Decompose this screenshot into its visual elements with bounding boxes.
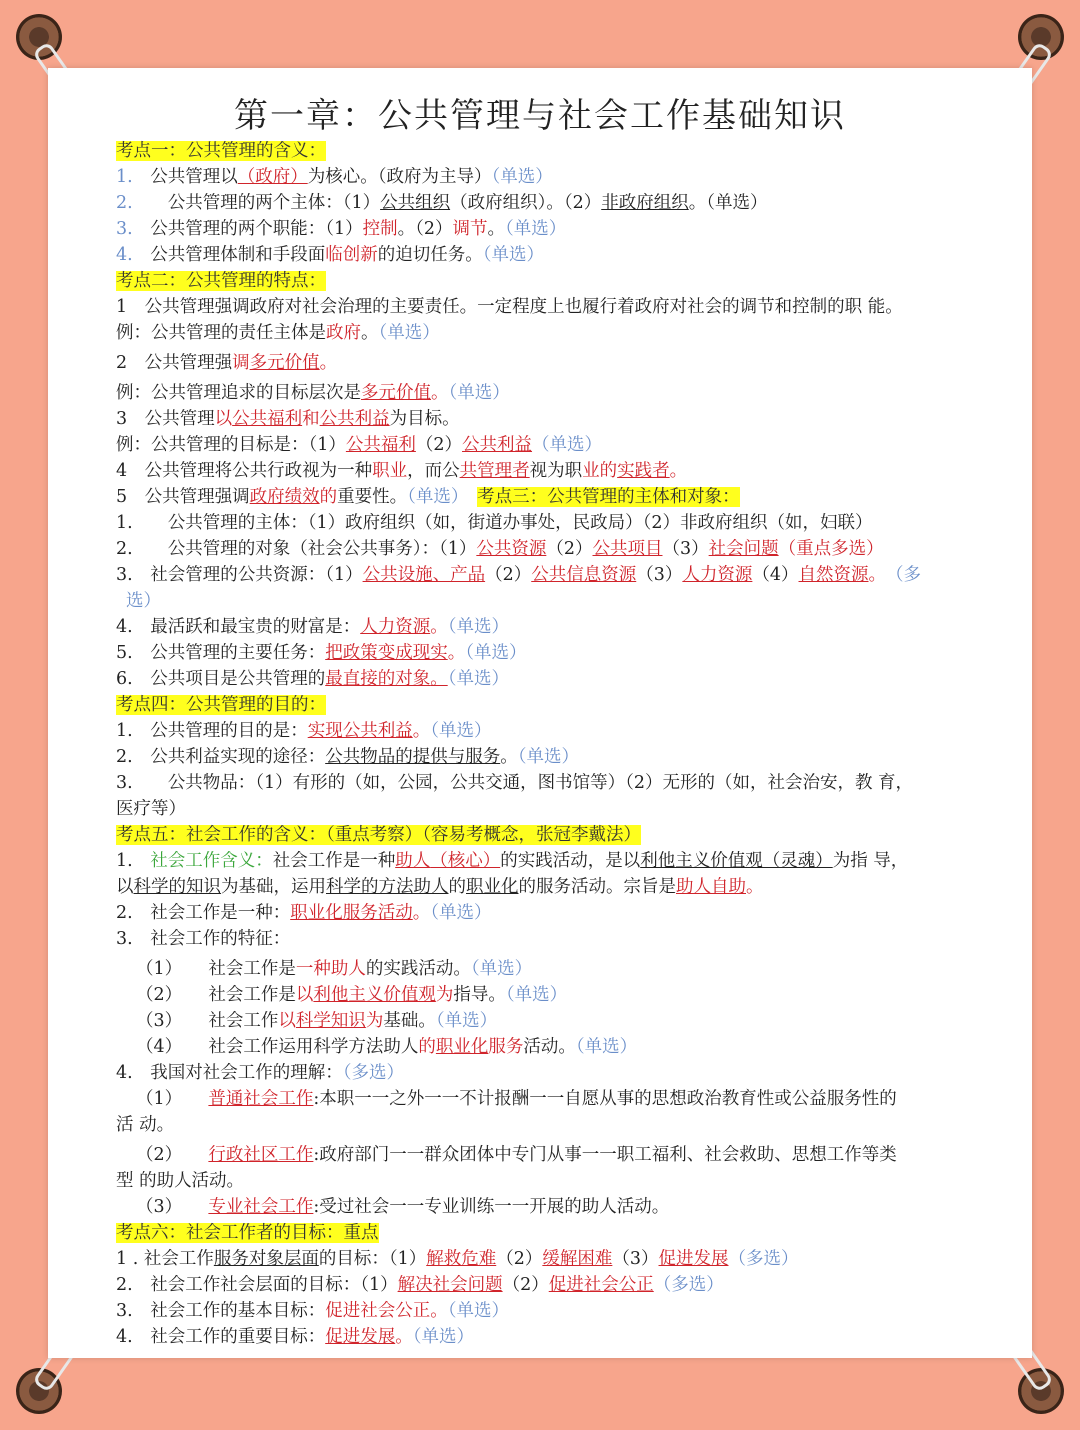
text-segment: 服务对象层面 <box>213 1249 319 1269</box>
text-segment: （单选） <box>491 167 553 187</box>
text-segment: 的目标：（1） <box>318 1249 427 1269</box>
text-segment: ，而公 <box>407 461 460 481</box>
text-segment: 公共利益 <box>462 435 533 455</box>
text-segment: 3. <box>116 219 133 239</box>
text-segment: 活动。 <box>523 1037 576 1057</box>
text-segment: 职业化 <box>466 877 519 897</box>
text-segment: 。 <box>500 747 518 767</box>
list-item <box>116 848 966 874</box>
text-segment: 公共设施、产品 <box>362 565 486 585</box>
text-segment: （1） 社会工作是 <box>136 959 296 979</box>
list-item <box>116 744 966 770</box>
text-segment: （单选） <box>575 1037 638 1057</box>
text-segment: 指导。 <box>453 985 506 1005</box>
list-item <box>116 1324 966 1350</box>
text-segment: （政府） <box>237 167 308 187</box>
text-segment: 3. 社会工作的基本目标： <box>116 1301 326 1321</box>
text-segment: （单选） <box>532 435 603 455</box>
text-segment: 视为职 <box>529 461 583 481</box>
text-segment: 实现公共利益 <box>307 721 413 741</box>
practice-item <box>116 1194 966 1220</box>
text-segment: 最直接的对象 <box>325 669 431 689</box>
text-segment: 2. 社会工作社会层面的目标：（1） <box>116 1275 398 1295</box>
text-segment: 促进社会公正 <box>325 1301 431 1321</box>
text-segment: 为指 导， <box>832 851 909 871</box>
text-segment: （3） <box>612 1249 659 1269</box>
text-segment: （多选） <box>653 1275 724 1295</box>
list-item <box>116 718 966 744</box>
text-segment: 多元价值 <box>361 383 431 403</box>
text-segment: 2. <box>116 193 133 213</box>
list-item <box>116 406 966 432</box>
text-segment: 。 <box>868 565 878 585</box>
text-segment: 利他主义价值观 <box>313 985 436 1005</box>
text-segment: 。 <box>361 323 379 343</box>
list-item <box>116 350 966 376</box>
text-segment: 解救危难 <box>426 1249 497 1269</box>
text-segment: （单选） <box>447 617 509 637</box>
text-segment: 公共管理体制和手段面 <box>150 245 326 265</box>
text-segment: （3） <box>636 565 683 585</box>
text-segment: 4. <box>116 245 133 265</box>
text-segment: 。 <box>487 219 505 239</box>
text-segment: 以 <box>295 985 314 1005</box>
text-segment: 为 <box>365 1011 384 1031</box>
text-segment: 公共项目 <box>592 539 663 559</box>
text-segment: 6. 公共项目是公共管理的 <box>116 669 326 689</box>
practice-item <box>116 1142 966 1168</box>
text-segment: 为基础，运用 <box>221 877 326 897</box>
text-segment: 2. 社会工作是一种： <box>116 903 291 923</box>
text-segment: 。 <box>412 903 431 923</box>
text-segment: 一种助人 <box>295 959 366 979</box>
text-segment: （核心） <box>430 851 501 871</box>
text-segment: 服务 <box>488 1037 524 1057</box>
section-heading <box>116 1220 966 1246</box>
text-segment: （单选） <box>447 1301 509 1321</box>
text-segment: 科学知识 <box>295 1011 366 1031</box>
text-segment: （多 <box>894 565 922 585</box>
list-item <box>116 216 966 242</box>
text-segment: 。 <box>430 669 448 689</box>
page-title: 第一章：公共管理与社会工作基础知识 <box>234 96 846 136</box>
text-segment: 助人自助 <box>676 877 746 897</box>
text-segment: 公共资源 <box>476 539 547 559</box>
text-segment: （多选） <box>342 1063 404 1083</box>
list-item <box>116 640 966 666</box>
text-segment: 调 <box>232 353 250 373</box>
text-segment: （单选） <box>482 245 544 265</box>
text-segment: 把政策变成现实 <box>325 643 448 663</box>
text-segment: 非政府组织 <box>601 193 689 213</box>
practice-item <box>116 1086 966 1112</box>
text-segment: 促进发展 <box>325 1327 396 1347</box>
text-segment: 例：公共管理的目标是：（1） <box>116 435 346 455</box>
list-item: 3. 公共物品：（1）有形的（如，公园，公共交通，图书馆等）（2）无形的（如，社会治安，教 育， <box>116 773 914 793</box>
text-segment: 考点五：社会工作的含义：（重点考察）（容易考概念，张冠李戴法） <box>116 825 641 845</box>
text-segment: 。 <box>430 617 448 637</box>
text-segment: 重要性。 <box>337 487 408 507</box>
text-segment: 公共管理的两个职能：（1） <box>150 219 363 239</box>
text-segment: （重点多选） <box>778 539 884 559</box>
text-segment: 公共物品的提供与服务 <box>325 747 501 767</box>
text-segment: 的 <box>448 877 466 897</box>
text-segment: 。 <box>746 877 764 897</box>
text-segment: 以 <box>214 409 233 429</box>
text-segment: 。 <box>447 643 466 663</box>
text-segment: :政府部门一一群众团体中专门从事一一职工福利、社会救助、思想工作等类 <box>313 1145 897 1165</box>
text-segment: 4. 社会工作的重要目标： <box>116 1327 326 1347</box>
text-segment: 的实践活动。 <box>365 959 471 979</box>
text-segment: （3） <box>136 1197 209 1217</box>
text-segment: 1. <box>116 721 133 741</box>
text-segment: 2. <box>116 747 133 767</box>
text-segment: 公共福利 <box>232 409 303 429</box>
text-segment: （单选） <box>435 1011 498 1031</box>
text-segment: 实践者 <box>617 461 670 481</box>
section-heading <box>116 822 966 848</box>
text-segment: 多元价值 <box>249 353 320 373</box>
text-segment: 3 公共管理 <box>116 409 215 429</box>
feature-item <box>116 956 966 982</box>
text-segment: 公共利益实现的途径： <box>150 747 326 767</box>
text-segment: 为目标。 <box>389 409 460 429</box>
text-segment: 公共利益 <box>319 409 390 429</box>
text-segment: 公共管理以 <box>150 167 238 187</box>
list-item-continuation: 医疗等） <box>116 799 186 819</box>
list-item-continuation: 活 动。 <box>116 1115 175 1135</box>
text-segment: 控制 <box>362 219 398 239</box>
text-segment: 的服务活动。宗旨是 <box>518 877 676 897</box>
text-segment: 科学的方法助人 <box>326 877 449 897</box>
text-segment: 社会工作含义： <box>150 851 273 871</box>
text-segment: 社会问题 <box>708 539 779 559</box>
text-segment: 的 <box>418 1037 436 1057</box>
text-segment: 政府绩效 <box>249 487 320 507</box>
text-segment: 4 公共管理将公共行政视为一种 <box>116 461 373 481</box>
list-item <box>116 242 966 268</box>
text-segment: 共管理者 <box>459 461 530 481</box>
text-segment: 临创新 <box>325 245 378 265</box>
text-segment: 。 <box>669 461 688 481</box>
list-item-continuation: 型 的助人活动。 <box>116 1171 245 1191</box>
text-segment: （2） <box>136 1145 209 1165</box>
text-segment: 职业化服务活动 <box>290 903 413 923</box>
text-segment: （单选） <box>505 985 568 1005</box>
text-segment: （2） <box>546 539 593 559</box>
text-segment: 以 <box>278 1011 296 1031</box>
text-segment: :受过社会一一专业训练一一开展的助人活动。 <box>313 1197 670 1217</box>
text-segment: 公共福利 <box>345 435 416 455</box>
text-segment: 人力资源 <box>360 617 431 637</box>
text-segment: 人力资源 <box>682 565 753 585</box>
text-segment: （单选） <box>465 643 527 663</box>
list-item-continuation <box>116 874 966 900</box>
list-item <box>116 190 966 216</box>
text-segment: （2） <box>502 1275 549 1295</box>
feature-item <box>116 1008 966 1034</box>
text-segment: 。 <box>431 383 449 403</box>
text-segment: （2） <box>485 565 532 585</box>
feature-item <box>116 982 966 1008</box>
text-segment: 1. <box>116 167 133 187</box>
text-segment: 为 <box>435 985 454 1005</box>
text-segment: 行政社区工作 <box>208 1145 314 1165</box>
text-segment: （3） <box>662 539 709 559</box>
text-segment: 基础。 <box>383 1011 436 1031</box>
list-item <box>116 458 966 484</box>
text-segment: 缓解困难 <box>542 1249 613 1269</box>
list-item <box>116 164 966 190</box>
text-segment: （单选） <box>448 383 510 403</box>
text-segment: 。（单选） <box>688 193 768 213</box>
text-segment: 以 <box>116 877 134 897</box>
text-segment: （单选） <box>517 747 579 767</box>
text-segment: （单选） <box>430 721 492 741</box>
list-item <box>116 536 966 562</box>
text-segment: 例：公共管理追求的目标层次是 <box>116 383 361 403</box>
text-segment: 5 公共管理强调 <box>116 487 250 507</box>
list-item <box>116 1246 966 1272</box>
text-segment: 的 <box>319 487 338 507</box>
notes-content <box>116 138 966 1350</box>
text-segment: 职业化 <box>435 1037 489 1057</box>
text-segment: 业的 <box>582 461 618 481</box>
text-segment: （单选） <box>470 959 533 979</box>
text-segment: （2） <box>415 435 463 455</box>
list-item: 1 公共管理强调政府对社会治理的主要责任。一定程度上也履行着政府对社会的调节和控制的职 能。 <box>116 297 903 317</box>
text-segment: 例：公共管理的责任主体是 <box>116 323 326 343</box>
text-segment: 。 <box>395 1327 413 1347</box>
text-segment: （单选） <box>412 1327 474 1347</box>
text-segment: （4） <box>752 565 799 585</box>
feature-item <box>116 1034 966 1060</box>
list-item <box>116 1298 966 1324</box>
text-segment: 调节 <box>452 219 488 239</box>
text-segment: 专业社会工作 <box>208 1197 314 1217</box>
text-segment: （单选） <box>407 487 460 507</box>
text-segment: 和 <box>302 409 320 429</box>
list-item <box>116 1272 966 1298</box>
text-segment: 5. 公共管理的主要任务： <box>116 643 326 663</box>
text-segment: 3. 社会管理的公共资源：（1） <box>116 565 363 585</box>
list-item <box>116 562 966 588</box>
text-segment: （单选） <box>430 903 492 923</box>
text-segment: 自然资源 <box>798 565 869 585</box>
text-segment: 公共组织 <box>380 193 451 213</box>
text-segment: （1） <box>136 1089 209 1109</box>
text-segment: 考点六：社会工作者的目标：重点 <box>116 1223 379 1243</box>
text-segment: 促进发展 <box>658 1249 729 1269</box>
text-segment: （单选） <box>504 219 567 239</box>
text-segment: （单选） <box>378 323 440 343</box>
section-heading: 考点三：公共管理的主体和对象： <box>477 487 740 507</box>
text-segment: （多选） <box>728 1249 799 1269</box>
list-item-continuation: 选） <box>126 591 161 611</box>
text-segment: （2） <box>496 1249 543 1269</box>
text-segment: 公共管理的两个主体：（1） <box>167 193 381 213</box>
text-segment: 4. 我国对社会工作的理解： <box>116 1063 343 1083</box>
list-item <box>116 614 966 640</box>
text-segment: 科学的知识 <box>133 877 221 897</box>
text-segment: 4. 最活跃和最宝贵的财富是： <box>116 617 361 637</box>
text-segment: 的实践活动，是以 <box>500 851 641 871</box>
text-segment: 助人 <box>395 851 431 871</box>
text-segment: 2 公共管理强 <box>116 353 233 373</box>
text-segment: 公共管理的目的是： <box>150 721 308 741</box>
list-item <box>116 380 966 406</box>
text-segment: 解决社会问题 <box>397 1275 503 1295</box>
text-segment: 1 . 社会工作 <box>116 1249 214 1269</box>
text-segment: :本职一一之外一一不计报酬一一自愿从事的思想政治教育性或公益服务性的 <box>313 1089 897 1109</box>
text-segment: 的迫切任务。 <box>377 245 483 265</box>
text-segment: 考点一：公共管理的含义： <box>116 141 326 161</box>
text-segment: 考点二：公共管理的特点： <box>116 271 326 291</box>
list-item: 3. 社会工作的特征： <box>116 929 291 949</box>
list-item <box>116 1060 966 1086</box>
list-item: 1. 公共管理的主体：（1）政府组织（如，街道办事处，民政局）（2）非政府组织（如，妇联） <box>116 513 873 533</box>
text-segment: （政府组织）。（2） <box>450 193 602 213</box>
text-segment: 职业 <box>372 461 408 481</box>
text-segment: （4） 社会工作运用科学方法助人 <box>136 1037 419 1057</box>
text-segment: 2. 公共管理的对象（社会公共事务）：（1） <box>116 539 477 559</box>
list-item <box>116 320 966 346</box>
text-segment: 考点四：公共管理的目的： <box>116 695 326 715</box>
text-segment: 政府 <box>326 323 361 343</box>
text-segment: 公共信息资源 <box>531 565 637 585</box>
text-segment: 社会工作是一种 <box>272 851 396 871</box>
list-item <box>116 900 966 926</box>
section-heading <box>116 692 966 718</box>
text-segment: 。 <box>412 721 431 741</box>
text-segment: （3） 社会工作 <box>136 1011 279 1031</box>
text-segment: 利他主义价值观（灵魂） <box>640 851 833 871</box>
text-segment: 。（2） <box>397 219 453 239</box>
text-segment: 促进社会公正 <box>548 1275 654 1295</box>
text-segment: 。 <box>430 1301 448 1321</box>
text-segment: （2） 社会工作是 <box>136 985 296 1005</box>
section-heading <box>116 138 966 164</box>
text-segment: 1. <box>116 851 133 871</box>
list-item <box>116 432 966 458</box>
text-segment: 。 <box>319 353 338 373</box>
text-segment: （单选） <box>447 669 509 689</box>
list-item <box>116 666 966 692</box>
text-segment: 为核心。（政府为主导） <box>307 167 492 187</box>
section-heading <box>116 268 966 294</box>
list-item <box>116 484 966 510</box>
text-segment: 普通社会工作 <box>208 1089 314 1109</box>
